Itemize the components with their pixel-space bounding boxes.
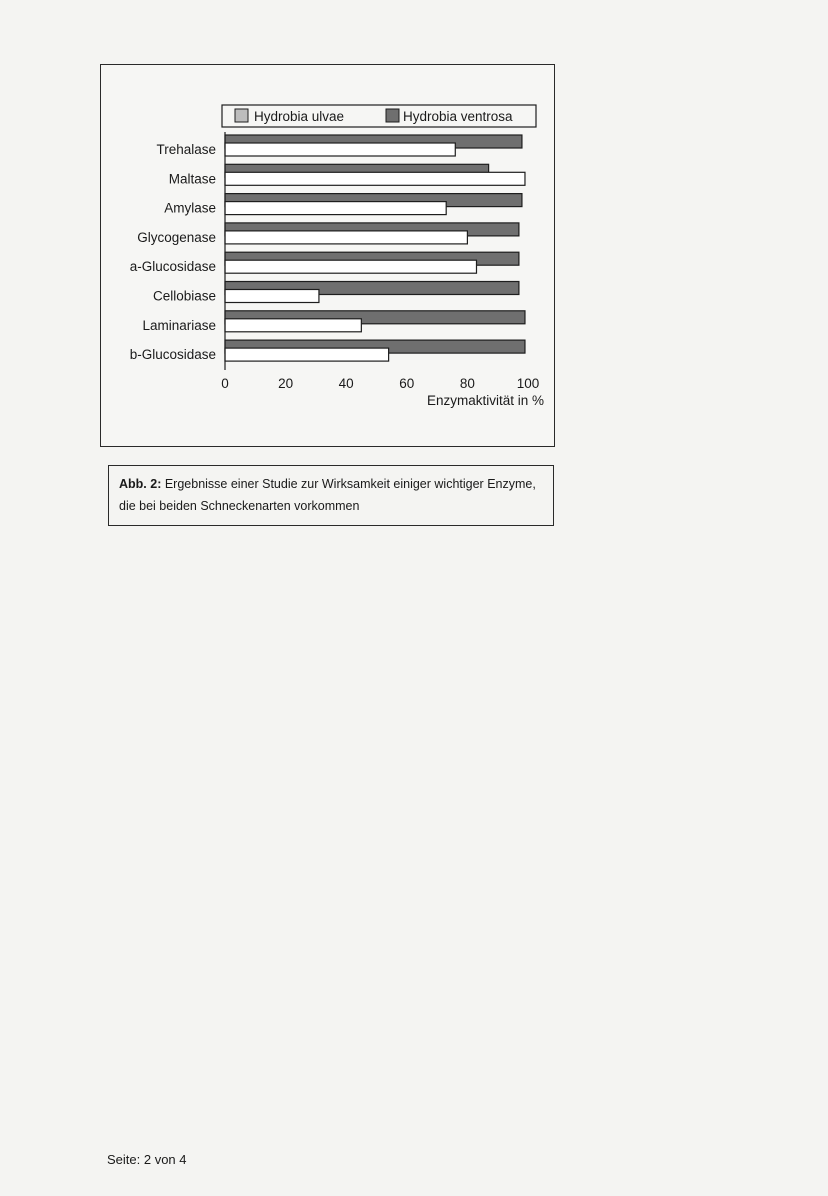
- bar-hydrobia-ulvae-2: [225, 202, 446, 215]
- bars: [225, 135, 525, 361]
- figure-caption: [108, 465, 554, 526]
- bar-hydrobia-ulvae-4: [225, 260, 476, 273]
- bar-chart: [100, 64, 555, 447]
- legend-label-hydrobia-ulvae: Hydrobia ulvae: [254, 109, 345, 124]
- legend-swatch-hydrobia-ventrosa: [386, 109, 399, 122]
- category-label-2: Amylase: [164, 200, 216, 216]
- bar-hydrobia-ulvae-5: [225, 290, 319, 303]
- bar-hydrobia-ulvae-1: [225, 172, 525, 185]
- bar-hydrobia-ulvae-3: [225, 231, 467, 244]
- x-tick-label-3: 60: [399, 376, 415, 391]
- x-tick-label-1: 20: [278, 376, 294, 391]
- caption-text: Ergebnisse einer Studie zur Wirksamkeit einiger wichtiger Enzyme, die bei beiden Schneckenarten vorkommen: [119, 477, 536, 513]
- bar-hydrobia-ulvae-6: [225, 319, 361, 332]
- category-label-7: b-Glucosidase: [129, 347, 216, 363]
- page-number: Seite: 2 von 4: [107, 1152, 187, 1167]
- legend-swatch-hydrobia-ulvae: [235, 109, 248, 122]
- category-labels: [130, 142, 216, 362]
- x-tick-label-0: 0: [221, 376, 229, 391]
- bar-hydrobia-ulvae-7: [225, 348, 389, 361]
- category-label-3: Glycogenase: [137, 229, 216, 245]
- x-axis-title: Enzymaktivität in %: [426, 393, 544, 408]
- x-tick-label-2: 40: [338, 376, 354, 391]
- bar-hydrobia-ulvae-0: [225, 143, 455, 156]
- caption-label: Abb. 2:: [119, 477, 162, 491]
- category-label-5: Cellobiase: [152, 288, 216, 304]
- category-label-4: a-Glucosidase: [129, 259, 216, 275]
- chart-legend: [222, 105, 536, 127]
- legend-label-hydrobia-ventrosa: Hydrobia ventrosa: [403, 109, 513, 124]
- x-tick-label-4: 80: [459, 376, 475, 391]
- category-label-0: Trehalase: [156, 142, 216, 157]
- x-tick-label-5: 100: [516, 376, 540, 391]
- category-label-6: Laminariase: [142, 317, 216, 333]
- category-label-1: Maltase: [168, 171, 216, 187]
